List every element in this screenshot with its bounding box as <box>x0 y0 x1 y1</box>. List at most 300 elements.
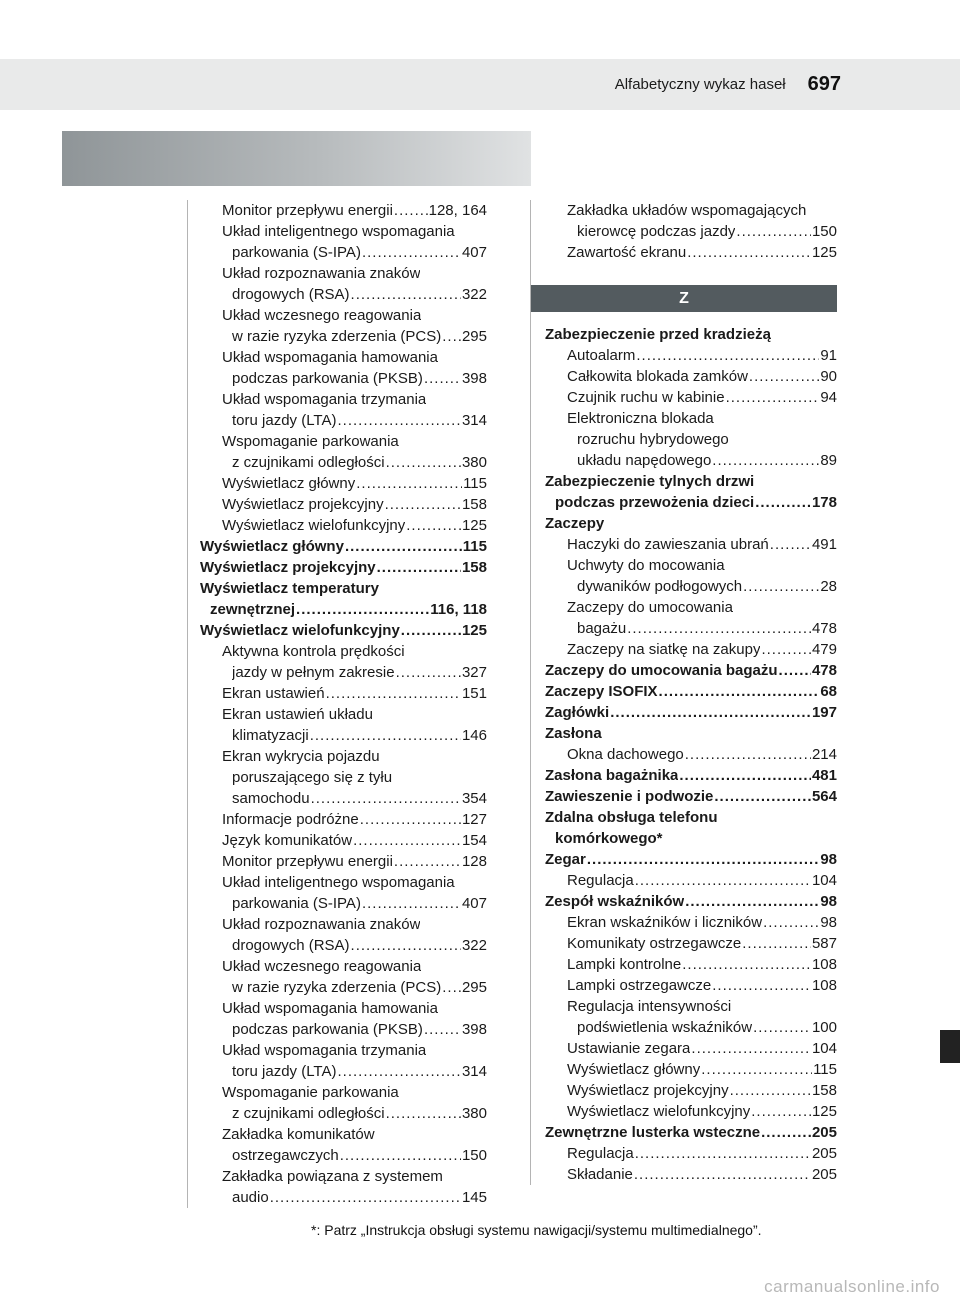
index-entry-line <box>567 975 837 996</box>
index-entry <box>545 975 837 996</box>
dot-leader <box>749 366 819 387</box>
index-entry <box>545 1101 837 1122</box>
dot-leader <box>310 725 461 746</box>
index-entry-line <box>222 830 487 851</box>
index-entry-line <box>222 452 487 473</box>
index-entry <box>200 746 487 809</box>
dot-leader <box>362 242 461 263</box>
index-entry-line <box>567 1038 837 1059</box>
dot-leader <box>635 1143 811 1164</box>
entry-page-number: 481 <box>811 767 837 784</box>
index-entry-line <box>222 1019 487 1040</box>
index-entry-line <box>222 1145 487 1166</box>
section-letter-header: Z <box>531 285 837 312</box>
entry-text: Czujnik ruchu w kabinie <box>567 389 725 406</box>
entry-text: Układ wczesnego reagowania <box>222 958 422 975</box>
index-entry-line <box>222 746 487 767</box>
entry-page-number: 214 <box>811 746 837 763</box>
entry-text: podczas parkowania (PKSB) <box>232 1021 423 1038</box>
entry-page-number: 295 <box>461 328 487 345</box>
dot-leader <box>761 1122 811 1143</box>
entry-text: Wyświetlacz projekcyjny <box>567 1082 729 1099</box>
entry-text: Składanie <box>567 1166 633 1183</box>
index-entry-line <box>222 221 487 242</box>
index-entry-line <box>222 368 487 389</box>
index-entry-line <box>567 200 837 221</box>
index-entry-line <box>567 429 837 450</box>
index-entry-line <box>567 1164 837 1185</box>
index-entry <box>200 683 487 704</box>
entry-page-number: 128, 164 <box>428 202 487 219</box>
index-entry-line <box>545 723 837 744</box>
index-entry-line <box>222 851 487 872</box>
entry-text: Informacje podróżne <box>222 811 359 828</box>
entry-text: podczas przewożenia dzieci <box>555 494 755 511</box>
index-entry <box>200 956 487 998</box>
index-entry-line <box>200 620 487 641</box>
index-entry <box>545 1164 837 1185</box>
entry-text: w razie ryzyka zderzenia (PCS) <box>232 328 442 345</box>
index-entry <box>545 723 837 744</box>
entry-text: audio <box>232 1189 269 1206</box>
dot-leader <box>337 1061 460 1082</box>
entry-text: Zaczepy do umocowania bagażu <box>545 662 778 679</box>
entry-page-number: 90 <box>820 368 837 385</box>
dot-leader <box>726 387 820 408</box>
index-entry-line <box>222 1187 487 1208</box>
page-edge-tab <box>940 1030 960 1063</box>
entry-text: Układ rozpoznawania znaków <box>222 265 421 282</box>
entry-text: Zaczepy do umocowania <box>567 599 733 616</box>
dot-leader <box>326 683 461 704</box>
index-entry-line <box>200 578 487 599</box>
dot-leader <box>351 284 461 305</box>
index-entry-line <box>567 996 837 1017</box>
entry-page-number: 407 <box>461 895 487 912</box>
entry-page-number: 125 <box>461 622 487 639</box>
dot-leader <box>610 702 811 723</box>
index-entry <box>200 578 487 620</box>
entry-page-number: 116, 118 <box>430 601 487 618</box>
index-entry <box>545 639 837 660</box>
entry-text: Zakładka powiązana z systemem <box>222 1168 443 1185</box>
dot-leader <box>770 534 811 555</box>
dot-leader <box>743 576 819 597</box>
index-entry <box>200 221 487 263</box>
entry-text: Lampki ostrzegawcze <box>567 977 712 994</box>
entry-page-number: 91 <box>820 347 837 364</box>
dot-leader <box>679 765 811 786</box>
entry-page-number: 398 <box>461 370 487 387</box>
entry-text: z czujnikami odległości <box>232 1105 385 1122</box>
index-entry-line <box>222 977 487 998</box>
entry-text: Zasłona <box>545 725 602 742</box>
entry-text: Układ inteligentnego wspomagania <box>222 223 455 240</box>
index-entry <box>545 345 837 366</box>
index-entry-line <box>545 891 837 912</box>
index-entry <box>200 1166 487 1208</box>
index-column-left <box>187 200 487 1208</box>
index-entry-line <box>567 555 837 576</box>
index-entry-line <box>545 828 837 849</box>
entry-page-number: 98 <box>820 851 837 868</box>
dot-leader <box>761 639 811 660</box>
dot-leader <box>751 1101 811 1122</box>
index-entry <box>200 263 487 305</box>
entry-page-number: 479 <box>811 641 837 658</box>
index-entry <box>545 870 837 891</box>
index-entry <box>545 1122 837 1143</box>
entry-page-number: 127 <box>461 811 487 828</box>
dot-leader <box>406 515 461 536</box>
entry-text: w razie ryzyka zderzenia (PCS) <box>232 979 442 996</box>
entry-page-number: 89 <box>820 452 837 469</box>
entry-page-number: 322 <box>461 937 487 954</box>
index-entry-line <box>567 408 837 429</box>
dot-leader <box>401 620 461 641</box>
entry-text: Zawieszenie i podwozie <box>545 788 714 805</box>
entry-text: Układ wspomagania hamowania <box>222 1000 438 1017</box>
dot-leader <box>394 851 461 872</box>
index-entry <box>545 1059 837 1080</box>
entry-text: Wyświetlacz główny <box>200 538 344 555</box>
dot-leader <box>337 410 460 431</box>
index-entry-line <box>545 513 837 534</box>
index-entry-line <box>545 765 837 786</box>
dot-leader <box>627 618 811 639</box>
entry-page-number: 178 <box>811 494 837 511</box>
entry-text: samochodu <box>232 790 310 807</box>
entry-text: Uchwyty do mocowania <box>567 557 725 574</box>
index-entry-line <box>545 1122 837 1143</box>
entry-page-number: 587 <box>811 935 837 952</box>
entry-text: Komunikaty ostrzegawcze <box>567 935 742 952</box>
entry-text: Wspomaganie parkowania <box>222 1084 399 1101</box>
index-entry-line <box>222 1103 487 1124</box>
dot-leader <box>685 744 811 765</box>
index-entry <box>545 387 837 408</box>
dot-leader <box>360 809 461 830</box>
index-entry <box>200 1040 487 1082</box>
index-entry <box>545 1038 837 1059</box>
entry-text: jazdy w pełnym zakresie <box>232 664 395 681</box>
dot-leader <box>701 1059 812 1080</box>
dot-leader <box>736 221 811 242</box>
index-entry-line <box>222 683 487 704</box>
index-entry-line <box>222 935 487 956</box>
index-entry-line <box>222 1082 487 1103</box>
decorative-gradient-bar <box>62 131 531 186</box>
entry-text: Regulacja <box>567 872 634 889</box>
entry-text: Układ wczesnego reagowania <box>222 307 422 324</box>
dot-leader <box>345 536 462 557</box>
entry-page-number: 68 <box>820 683 837 700</box>
entry-text: Zdalna obsługa telefonu <box>545 809 718 826</box>
index-entry-line <box>222 1061 487 1082</box>
dot-leader <box>311 788 461 809</box>
index-entry <box>545 1080 837 1101</box>
entry-page-number: 108 <box>811 956 837 973</box>
dot-leader <box>587 849 819 870</box>
dot-leader <box>362 893 461 914</box>
entry-page-number: 158 <box>811 1082 837 1099</box>
dot-leader <box>424 1019 461 1040</box>
dot-leader <box>691 1038 811 1059</box>
index-entry <box>545 324 837 345</box>
index-entry <box>545 702 837 723</box>
index-entry-line <box>545 786 837 807</box>
index-entry-line <box>567 912 837 933</box>
dot-leader <box>353 830 461 851</box>
entry-text: Monitor przepływu energii <box>222 853 393 870</box>
entry-page-number: 125 <box>811 244 837 261</box>
entry-text: Zespół wskaźników <box>545 893 685 910</box>
index-entry-line <box>222 494 487 515</box>
entry-text: bagażu <box>577 620 627 637</box>
index-entry-line <box>222 347 487 368</box>
index-entry-line <box>222 788 487 809</box>
index-entry-line <box>222 1040 487 1061</box>
entry-text: Zakładka układów wspomagających <box>567 202 807 219</box>
dot-leader <box>356 473 462 494</box>
index-entry-line <box>567 933 837 954</box>
dot-leader <box>687 242 811 263</box>
index-entry-line <box>567 1101 837 1122</box>
entry-page-number: 115 <box>813 1061 837 1078</box>
entry-text: Układ wspomagania hamowania <box>222 349 438 366</box>
index-entry-line <box>222 284 487 305</box>
entry-text: Zakładka komunikatów <box>222 1126 375 1143</box>
dot-leader <box>386 452 461 473</box>
entry-text: Układ rozpoznawania znaków <box>222 916 421 933</box>
index-entry <box>545 891 837 912</box>
index-entry-line <box>222 872 487 893</box>
index-entry-line <box>567 870 837 891</box>
footnote: *: Patrz „Instrukcja obsługi systemu nawigacji/systemu multimedialnego”. <box>311 1222 762 1238</box>
dot-leader <box>714 786 811 807</box>
index-entry-line <box>200 557 487 578</box>
entry-text: klimatyzacji <box>232 727 309 744</box>
entry-text: zewnętrznej <box>210 601 296 618</box>
entry-page-number: 205 <box>811 1124 837 1141</box>
entry-text: Zewnętrzne lusterka wsteczne <box>545 1124 761 1141</box>
dot-leader <box>763 912 819 933</box>
index-entry <box>200 515 487 536</box>
entry-page-number: 407 <box>461 244 487 261</box>
index-entry <box>200 830 487 851</box>
index-entry-line <box>222 662 487 683</box>
entry-text: Haczyki do zawieszania ubrań <box>567 536 769 553</box>
entry-text: Elektroniczna blokada <box>567 410 714 427</box>
entry-page-number: 158 <box>461 496 487 513</box>
entry-text: Wyświetlacz temperatury <box>200 580 379 597</box>
entry-page-number: 98 <box>820 893 837 910</box>
entry-page-number: 478 <box>811 620 837 637</box>
entry-text: Ekran ustawień układu <box>222 706 373 723</box>
index-entry <box>545 366 837 387</box>
index-entry <box>545 471 837 513</box>
index-entry <box>200 431 487 473</box>
index-entry <box>545 765 837 786</box>
entry-text: Zaczepy <box>545 515 605 532</box>
entry-page-number: 145 <box>461 1189 487 1206</box>
dot-leader <box>742 933 811 954</box>
index-entry <box>200 389 487 431</box>
index-entry-line <box>567 534 837 555</box>
entry-page-number: 314 <box>461 1063 487 1080</box>
entry-page-number: 128 <box>461 853 487 870</box>
entry-page-number: 104 <box>811 1040 837 1057</box>
index-entry <box>545 849 837 870</box>
index-entry-line <box>567 1143 837 1164</box>
index-entry-line <box>222 326 487 347</box>
dot-leader <box>442 977 461 998</box>
entry-page-number: 125 <box>811 1103 837 1120</box>
index-entry <box>200 914 487 956</box>
entry-page-number: 564 <box>811 788 837 805</box>
header-title: Alfabetyczny wykaz haseł <box>614 76 786 93</box>
index-entry <box>545 660 837 681</box>
index-entry <box>545 242 837 263</box>
index-entry <box>200 704 487 746</box>
entry-text: Zabezpieczenie przed kradzieżą <box>545 326 771 343</box>
entry-text: parkowania (S-IPA) <box>232 244 361 261</box>
index-entry-line <box>222 893 487 914</box>
index-entry <box>200 641 487 683</box>
entry-text: układu napędowego <box>577 452 712 469</box>
dot-leader <box>753 1017 811 1038</box>
index-entry-line <box>222 431 487 452</box>
entry-page-number: 197 <box>811 704 837 721</box>
entry-text: poruszającego się z tyłu <box>232 769 393 786</box>
entry-text: Wyświetlacz projekcyjny <box>200 559 376 576</box>
entry-text: Wyświetlacz główny <box>222 475 356 492</box>
index-entry-line <box>222 725 487 746</box>
header-page-number: 697 <box>807 73 841 95</box>
entry-page-number: 354 <box>461 790 487 807</box>
index-entry <box>200 872 487 914</box>
entry-text: Zegar <box>545 851 586 868</box>
entry-text: parkowania (S-IPA) <box>232 895 361 912</box>
index-entry-line <box>567 450 837 471</box>
entry-page-number: 108 <box>811 977 837 994</box>
index-entries-after-section <box>545 324 837 1185</box>
entry-text: drogowych (RSA) <box>232 937 350 954</box>
index-entry <box>545 200 837 242</box>
index-entry-line <box>567 618 837 639</box>
entry-text: Układ wspomagania trzymania <box>222 1042 427 1059</box>
entry-text: Lampki kontrolne <box>567 956 682 973</box>
dot-leader <box>635 870 811 891</box>
index-entry-line <box>545 702 837 723</box>
dot-leader <box>270 1187 461 1208</box>
index-entry-line <box>222 641 487 662</box>
index-entry <box>200 809 487 830</box>
entry-page-number: 150 <box>461 1147 487 1164</box>
entry-text: Układ inteligentnego wspomagania <box>222 874 455 891</box>
entry-text: Zaczepy ISOFIX <box>545 683 658 700</box>
index-entry <box>545 1143 837 1164</box>
index-entry <box>200 305 487 347</box>
entry-text: Ustawianie zegara <box>567 1040 691 1057</box>
index-entry-line <box>222 410 487 431</box>
entry-page-number: 327 <box>461 664 487 681</box>
dot-leader <box>712 975 811 996</box>
entry-page-number: 125 <box>461 517 487 534</box>
entry-page-number: 104 <box>811 872 837 889</box>
entry-text: podczas parkowania (PKSB) <box>232 370 423 387</box>
entry-text: Wyświetlacz wielofunkcyjny <box>567 1103 751 1120</box>
index-entry-line <box>222 704 487 725</box>
entry-text: Regulacja intensywności <box>567 998 732 1015</box>
entry-page-number: 151 <box>461 685 487 702</box>
dot-leader <box>442 326 461 347</box>
entry-text: Zaczepy na siatkę na zakupy <box>567 641 761 658</box>
index-entry-line <box>567 1080 837 1101</box>
index-entry-line <box>567 387 837 408</box>
index-entry-line <box>567 744 837 765</box>
entry-page-number: 28 <box>820 578 837 595</box>
index-entry-line <box>222 998 487 1019</box>
entry-text: Język komunikatów <box>222 832 353 849</box>
index-entry <box>200 1124 487 1166</box>
index-entry <box>200 347 487 389</box>
dot-leader <box>779 660 811 681</box>
dot-leader <box>682 954 811 975</box>
entry-text: z czujnikami odległości <box>232 454 385 471</box>
index-entry-line <box>567 639 837 660</box>
entry-text: podświetlenia wskaźników <box>577 1019 753 1036</box>
index-entry <box>545 408 837 471</box>
entry-text: Ekran wykrycia pojazdu <box>222 748 380 765</box>
entry-text: dywaników podłogowych <box>577 578 743 595</box>
index-entry-line <box>567 221 837 242</box>
index-entry-line <box>567 597 837 618</box>
index-entry <box>545 996 837 1038</box>
entry-page-number: 380 <box>461 454 487 471</box>
entry-page-number: 154 <box>461 832 487 849</box>
entry-page-number: 98 <box>820 914 837 931</box>
index-entry-line <box>222 1166 487 1187</box>
entry-text: rozruchu hybrydowego <box>577 431 729 448</box>
index-entry-line <box>567 576 837 597</box>
index-entry <box>545 807 837 849</box>
entry-page-number: 150 <box>811 223 837 240</box>
entry-text: Wyświetlacz projekcyjny <box>222 496 384 513</box>
entry-page-number: 478 <box>811 662 837 679</box>
entry-text: Ekran ustawień <box>222 685 325 702</box>
entry-text: toru jazdy (LTA) <box>232 1063 337 1080</box>
dot-leader <box>386 1103 461 1124</box>
index-entry <box>545 954 837 975</box>
entry-text: Regulacja <box>567 1145 634 1162</box>
dot-leader <box>424 368 461 389</box>
entry-page-number: 146 <box>461 727 487 744</box>
dot-leader <box>396 662 461 683</box>
index-entry-line <box>200 536 487 557</box>
index-entry-line <box>545 492 837 513</box>
entry-page-number: 158 <box>461 559 487 576</box>
entry-text: Wyświetlacz wielofunkcyjny <box>200 622 400 639</box>
index-entry <box>545 912 837 933</box>
index-entry-line <box>222 1124 487 1145</box>
index-entry-line <box>222 242 487 263</box>
dot-leader <box>730 1080 811 1101</box>
index-entry-line <box>222 263 487 284</box>
index-entry <box>200 557 487 578</box>
dot-leader <box>394 200 428 221</box>
entry-page-number: 205 <box>811 1166 837 1183</box>
